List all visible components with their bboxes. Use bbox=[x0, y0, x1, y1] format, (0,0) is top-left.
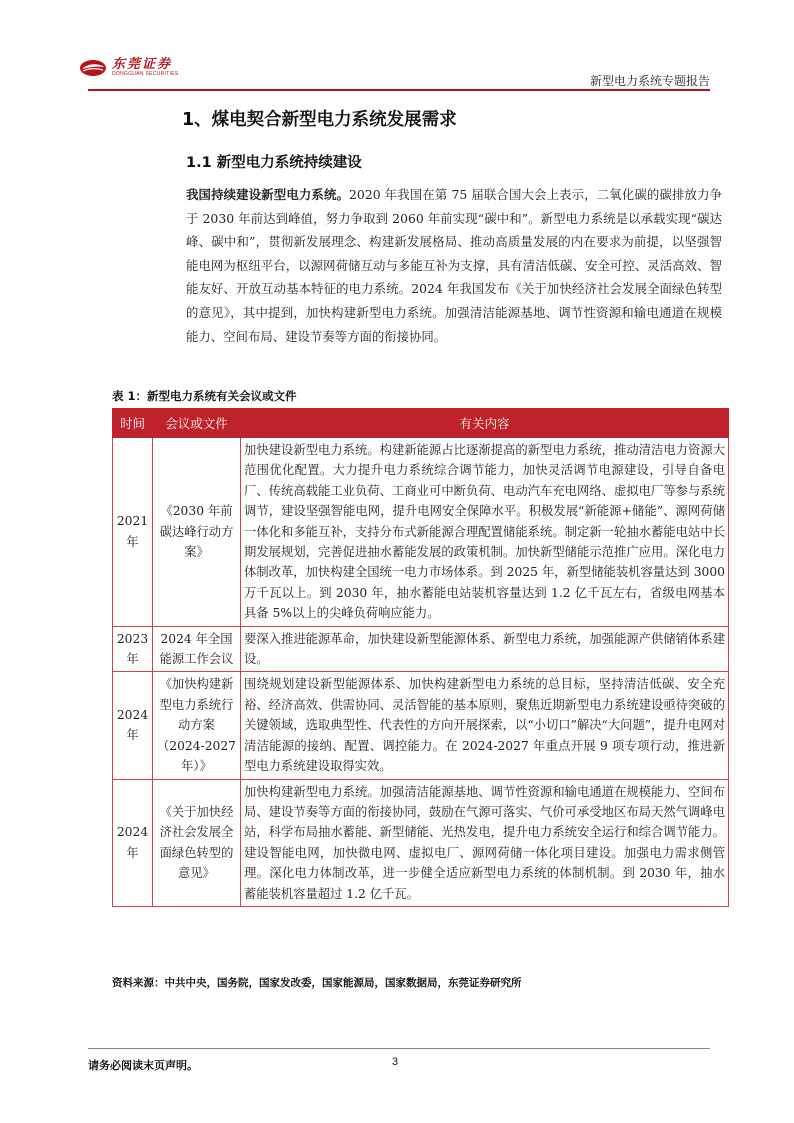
section-heading: 1、煤电契合新型电力系统发展需求 bbox=[182, 110, 457, 130]
column-header-content: 有关内容 bbox=[241, 409, 729, 438]
table-source-note: 资料来源：中共中央，国务院，国家发改委，国家能源局，国家数据局，东莞证券研究所 bbox=[112, 977, 522, 989]
table-header-row bbox=[113, 409, 729, 438]
row-document: 《关于加快经济社会发展全面绿色转型的意见》 bbox=[153, 779, 241, 906]
report-name: 新型电力系统专题报告 bbox=[589, 74, 710, 88]
row-document: 《加快构建新型电力系统行动方案（2024-2027 年）》 bbox=[153, 672, 241, 779]
row-year: 2024 年 bbox=[113, 672, 153, 779]
row-year: 2021 年 bbox=[113, 438, 153, 627]
row-content: 加快建设新型电力系统。构建新能源占比逐渐提高的新型电力系统，推动清洁电力资源大范围优化配置。大力提升电力系统综合调节能力，加快灵活调节电源建设，引导自备电厂、传统高载能工业负荷、工商业可中断负荷、电动汽车充电网络、虚拟电厂等参与系统调节，建设坚强智能电网，提升电网安全保障水平。积极发展“新能源+储能”、源网荷储一体化和多能互补，支持分布式新能源合理配置储能系统。制定新一轮抽水蓄能电站中长期发展规划，完善促进抽水蓄能发展的政策机制。加快新型储能示范推广应用。深化电力体制改革，加快构建全国统一电力市场体系。到 2025 年，新型储能装机容量达到 3000 万千瓦以上。到 2030 年，抽水蓄能电站装机容量达到 1.2 亿千瓦左右，省级电网基本具备 5%以上的尖峰负荷响应能力。 bbox=[241, 438, 729, 627]
company-logo bbox=[78, 58, 179, 78]
subsection-heading: 1.1 新型电力系统持续建设 bbox=[186, 155, 362, 171]
row-document: 2024 年全国能源工作会议 bbox=[153, 626, 241, 672]
page-number: 3 bbox=[392, 1056, 399, 1068]
footer-divider bbox=[88, 1048, 710, 1049]
disclaimer-note: 请务必阅读末页声明。 bbox=[88, 1059, 198, 1072]
policy-table bbox=[112, 408, 729, 907]
table-row bbox=[113, 438, 729, 627]
paragraph-text: 2020 年我国在第 75 届联合国大会上表示，二氧化碳的碳排放力争于 2030 年前达到峰值，努力争取到 2060 年前实现“碳中和”。新型电力系统是以承载实现“碳达峰、碳中和”，贯彻新发展理念、构建新发展格局、推动高质量发展的内在要求为前提，以坚强智能电网为枢纽平台，以源网荷储互动与多能互补为支撑，具有清洁低碳、安全可控、灵活高效、智能友好、开放互动基本特征的电力系统。2024 年我国发布《关于加快经济社会发展全面绿色转型的意见》，其中提到，加快构建新型电力系统。加强清洁能源基地、调节性资源和输电通道在规模能力、空间布局、建设节奏等方面的衔接协同。 bbox=[186, 187, 722, 344]
table-row bbox=[113, 779, 729, 906]
table-row bbox=[113, 672, 729, 779]
row-content: 加快构建新型电力系统。加强清洁能源基地、调节性资源和输电通道在规模能力、空间布局、建设节奏等方面的衔接协同，鼓励在气源可落实、气价可承受地区布局天然气调峰电站，科学布局抽水蓄能、新型储能、光热发电，提升电力系统安全运行和综合调节能力。建设智能电网，加快微电网、虚拟电厂、源网荷储一体化项目建设。加强电力需求侧管理。深化电力体制改革，进一步健全适应新型电力系统的体制机制。到 2030 年，抽水蓄能装机容量超过 1.2 亿千瓦。 bbox=[241, 779, 729, 906]
logo-english-name: DONGGUAN SECURITIES bbox=[112, 71, 179, 77]
table-title: 表 1：新型电力系统有关会议或文件 bbox=[112, 389, 297, 403]
page-header bbox=[88, 50, 710, 90]
column-header-time: 时间 bbox=[113, 409, 153, 438]
paragraph-lead: 我国持续建设新型电力系统。 bbox=[186, 187, 350, 202]
header-divider bbox=[88, 89, 710, 91]
column-header-document: 会议或文件 bbox=[153, 409, 241, 438]
body-paragraph bbox=[186, 183, 722, 348]
row-year: 2024 年 bbox=[113, 779, 153, 906]
row-content: 围绕规划建设新型能源体系、加快构建新型电力系统的总目标，坚持清洁低碳、安全充裕、经济高效、供需协同、灵活智能的基本原则，聚焦近期新型电力系统建设亟待突破的关键领域，选取典型性、代表性的方向开展探索，以“小切口”解决“大问题”，提升电网对清洁能源的接纳、配置、调控能力。在 2024-2027 年重点开展 9 项专项行动，推进新型电力系统建设取得实效。 bbox=[241, 672, 729, 779]
logo-chinese-name: 东莞证券 bbox=[112, 57, 173, 72]
row-content: 要深入推进能源革命，加快建设新型能源体系、新型电力系统，加强能源产供储销体系建设。 bbox=[241, 626, 729, 672]
row-document: 《2030 年前碳达峰行动方案》 bbox=[153, 438, 241, 627]
row-year: 2023 年 bbox=[113, 626, 153, 672]
dongguan-securities-logo-icon bbox=[78, 58, 108, 78]
table-row bbox=[113, 626, 729, 672]
